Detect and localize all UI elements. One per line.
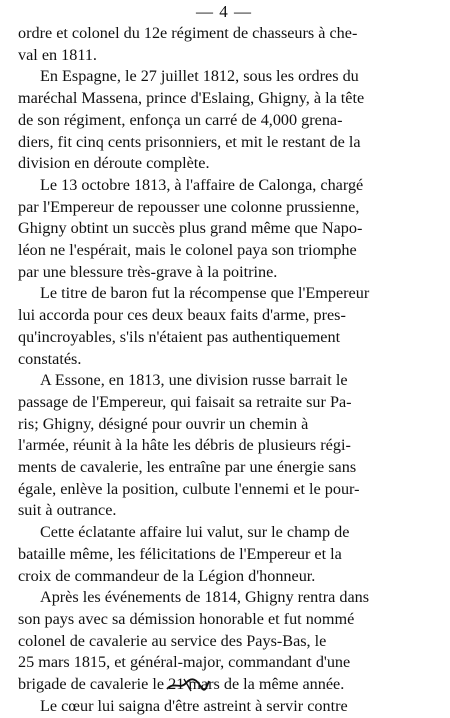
paragraph [18,175,430,284]
text-line: l'armée, réunit à la hâte les débris de plusieurs régi- [18,436,351,455]
text-line: qu'incroyables, s'ils n'étaient pas authentiquement [18,327,341,346]
paragraph [18,283,430,370]
paragraph [18,587,430,696]
text-line: ments de cavalerie, les entraîne par une énergie sans [18,458,357,477]
paragraph [18,66,430,175]
text-line: par l'Empereur de repousser une colonne prussienne, [18,197,360,216]
text-line: Cette éclatante affaire lui valut, sur le champ de [40,523,350,542]
text-line: lui accorda pour ces deux beaux faits d'arme, pres- [18,306,346,325]
text-line: bataille même, les félicitations de l'Empereur et la [18,544,342,563]
text-line: son pays avec sa démission honorable et fut nommé [18,609,355,628]
text-line: colonel de cavalerie au service des Pays-Bas, le [18,631,327,650]
text-line: maréchal Massena, prince d'Eslaing, Ghigny, à la tête [18,89,365,108]
text-line: 25 mars 1815, et général-major, commandant d'une [18,653,351,672]
text-line: diers, fit cinq cents prisonniers, et mit le restant de la [18,132,361,151]
text-line: par une blessure très-grave à la poitrine. [18,262,278,281]
corrected-month: mars [188,675,220,694]
paragraph [18,370,430,522]
text-line: En Espagne, le 27 juillet 1812, sous les ordres du [40,67,359,86]
text-line: A Essone, en 1813, une division russe barrait le [40,371,348,390]
corrected-day: 21 [168,675,185,694]
text-line: ris; Ghigny, désigné pour ouvrir un chemin à [18,414,309,433]
text-line: léon ne l'espérait, mais le colonel paya son triomphe [18,241,357,260]
text-line: ordre et colonel du 12e régiment de chasseurs à che- [18,24,358,42]
paragraph [18,23,430,66]
corrected-line-start: brigade de cavalerie le [18,675,169,694]
text-line: de son régiment, enfonça un carré de 4,000 grena- [18,110,343,129]
body-text [18,23,430,718]
handwritten-correction [168,674,220,696]
corrected-text-line [18,674,430,696]
text-line: croix de commandeur de la Légion d'honneur. [18,566,316,585]
document-page [18,0,430,715]
page-number: — 4 — [196,2,252,21]
text-line: division en déroute complète. [18,154,210,173]
text-line: Ghigny obtint un succès plus grand même que Napo- [18,219,363,238]
text-line: constatés. [18,349,82,368]
text-line: Après les événements de 1814, Ghigny rentra dans [40,588,370,607]
text-line: égale, enlève la position, culbute l'ennemi et le pour- [18,479,360,498]
paragraph [18,696,430,718]
text-line: val en 1811. [18,45,97,64]
text-line: passage de l'Empereur, qui faisait sa retraite sur Pa- [18,392,352,411]
text-line: Le titre de baron fut la récompense que l'Empereur [40,284,370,303]
corrected-line-end: de la même année. [219,675,345,694]
text-line: suit à outrance. [18,501,117,520]
text-line: Le cœur lui saigna d'être astreint à servir contre [40,696,348,715]
text-line: Le 13 octobre 1813, à l'affaire de Calonga, chargé [40,175,364,194]
paragraph [18,522,430,587]
